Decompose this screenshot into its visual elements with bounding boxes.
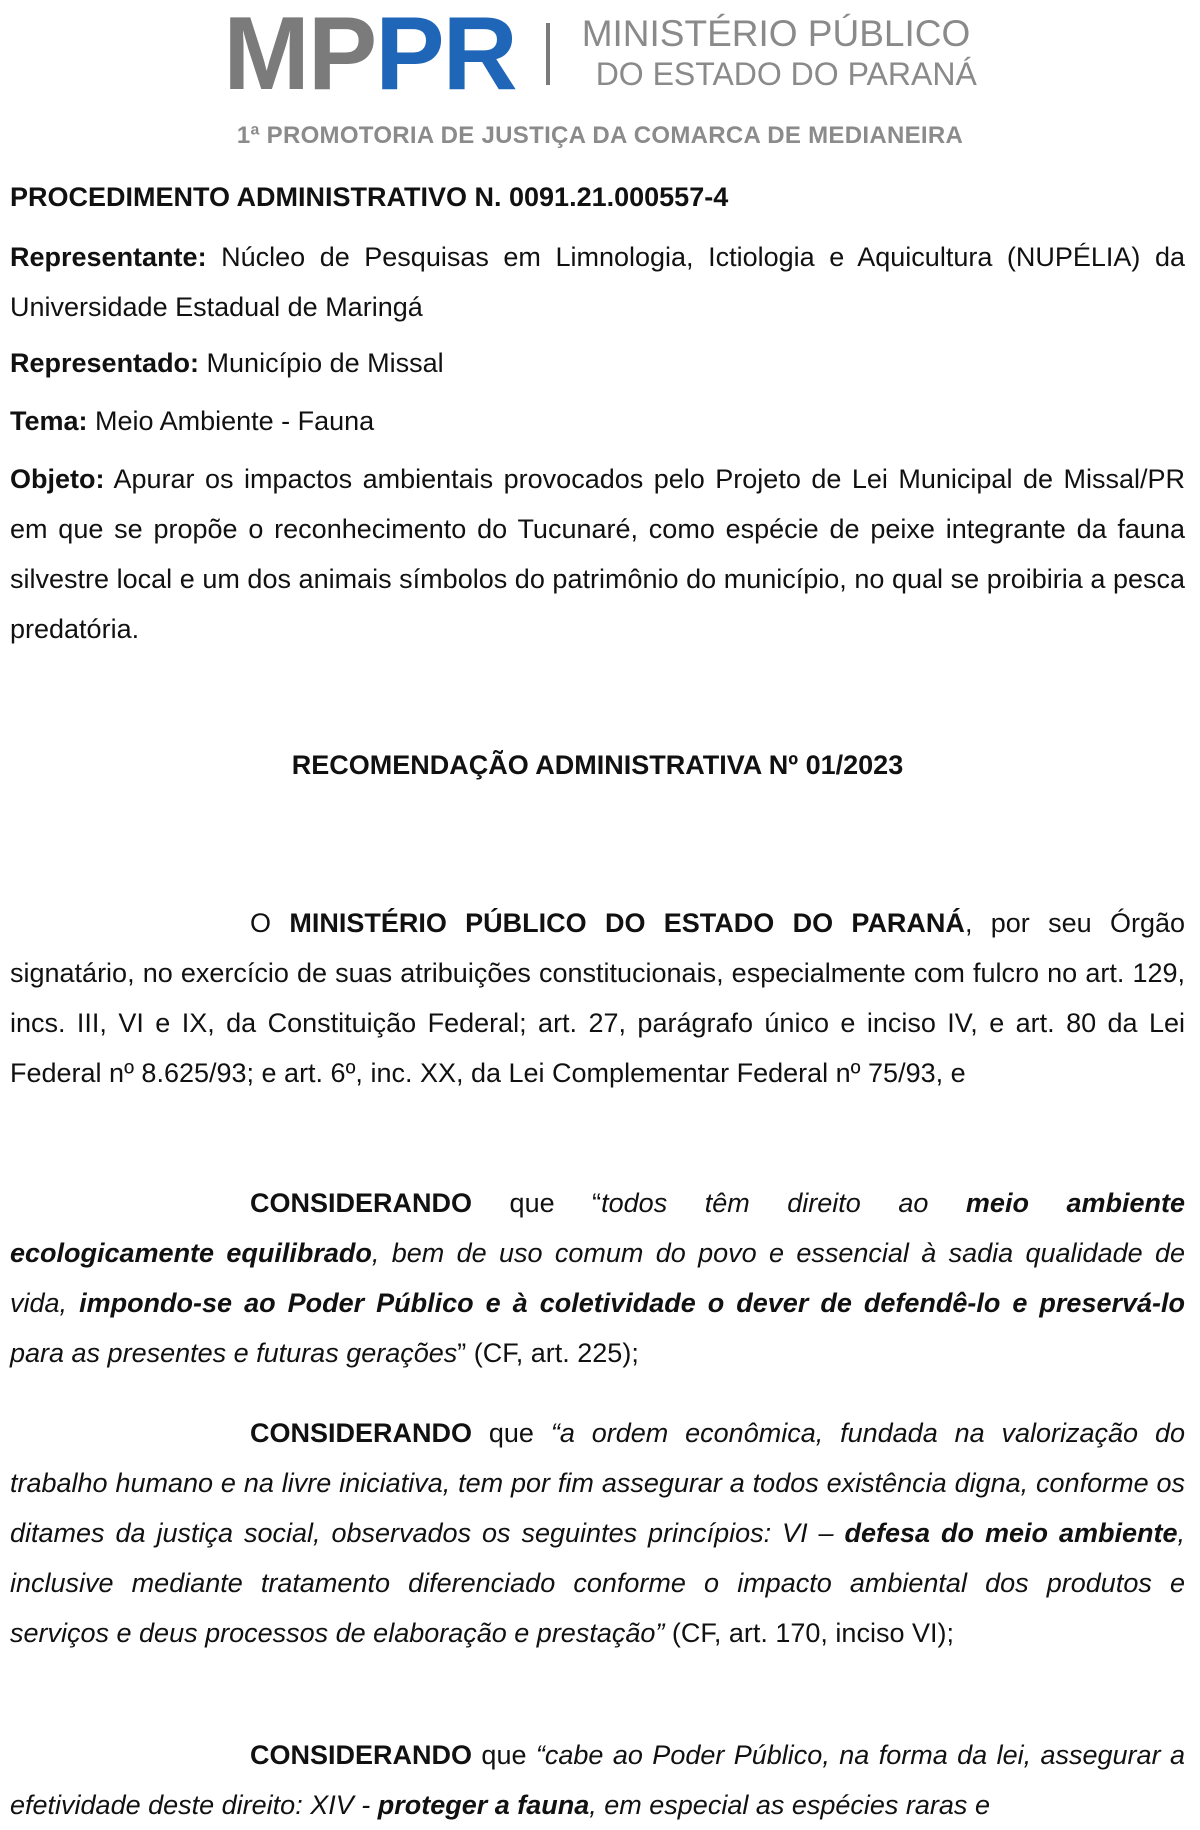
logo-divider — [546, 23, 550, 85]
representado-field — [10, 338, 1185, 388]
tema-value: Meio Ambiente - Fauna — [87, 406, 375, 436]
quote-part: , em especial as espécies raras e — [589, 1790, 990, 1820]
intro-org-name: MINISTÉRIO PÚBLICO DO ESTADO DO PARANÁ — [289, 908, 965, 938]
tema-field — [10, 396, 1185, 446]
quote-part: , inclusive mediante tratamento diferenciado conforme o impacto ambiental dos produtos e serviços e deus processos de elaboração e prestação” — [10, 1518, 1185, 1648]
considerando-que: que “ — [472, 1188, 602, 1218]
considerando-que: que — [472, 1418, 551, 1448]
objeto-value: Apurar os impactos ambientais provocados pelo Projeto de Lei Municipal de Missal/PR em que se propõe o reconhecimento do Tucunaré, como espécie de peixe integrante da fauna silvestre local e um dos animais símbolos do patrimônio do município, no qual se proibiria a pesca predatória. — [10, 464, 1185, 644]
intro-text-2: , por seu Órgão signatário, no exercício de suas atribuições constitucionais, especialmente com fulcro no art. 129, incs. III, VI e IX, da Constituição Federal; art. 27, parágrafo único e inciso IV, e art. 80 da Lei Federal nº 8.625/93; e art. 6º, inc. XX, da Lei Complementar Federal nº 75/93, e — [10, 908, 1185, 1088]
tema-label: Tema: — [10, 406, 88, 436]
logo-org-name — [582, 14, 977, 94]
citation: (CF, art. 170, inciso VI); — [664, 1618, 954, 1648]
quote-part: “a ordem econômica, fundada na valorização do trabalho humano e na livre iniciativa, tem por fim assegurar a todos existência digna, conforme os ditames da justiça social, observados os seguintes princípios: VI – — [10, 1418, 1185, 1548]
logo-pr: PR — [375, 0, 516, 112]
logo-org-line2: DO ESTADO DO PARANÁ — [595, 56, 977, 92]
logo-mp: MP — [223, 0, 376, 112]
representante-label: Representante: — [10, 242, 207, 272]
citation: ” (CF, art. 225); — [457, 1338, 639, 1368]
quote-emphasis: proteger a fauna — [377, 1790, 590, 1820]
representante-field — [10, 232, 1185, 332]
considerando-keyword: CONSIDERANDO — [250, 1740, 473, 1770]
quote-emphasis: defesa do meio ambiente — [844, 1518, 1178, 1548]
considerando-paragraph-1 — [10, 1178, 1185, 1378]
intro-paragraph — [10, 898, 1185, 1098]
recomendacao-title: RECOMENDAÇÃO ADMINISTRATIVA Nº 01/2023 — [291, 750, 904, 780]
quote-emphasis: meio ambiente ecologicamente equilibrado — [10, 1188, 1186, 1268]
intro-text-1: O — [250, 908, 290, 938]
procedimento-title — [10, 172, 1185, 222]
logo-org-line1: MINISTÉRIO PÚBLICO — [581, 13, 971, 54]
representado-label: Representado: — [10, 348, 200, 378]
considerando-que: que — [472, 1740, 536, 1770]
considerando-keyword: CONSIDERANDO — [250, 1418, 473, 1448]
mppr-logo — [0, 0, 1200, 112]
objeto-label: Objeto: — [10, 464, 105, 494]
considerando-paragraph-2 — [10, 1408, 1185, 1658]
representado-value: Município de Missal — [199, 348, 444, 378]
procedimento-number: PROCEDIMENTO ADMINISTRATIVO N. 0091.21.000557-4 — [10, 182, 729, 212]
considerando-keyword: CONSIDERANDO — [250, 1188, 473, 1218]
quote-part: todos têm direito ao — [601, 1188, 966, 1218]
quote-part: , bem de uso comum do povo e essencial à sadia qualidade de vida, — [10, 1238, 1185, 1318]
representante-value: Núcleo de Pesquisas em Limnologia, Ictiologia e Aquicultura (NUPÉLIA) da Universidade Estadual de Maringá — [10, 242, 1185, 322]
quote-part: “cabe ao Poder Público, na forma da lei, assegurar a efetividade deste direito: XIV - — [10, 1740, 1185, 1820]
promotoria-heading: 1ª PROMOTORIA DE JUSTIÇA DA COMARCA DE MEDIANEIRA — [236, 122, 964, 149]
quote-emphasis: impondo-se ao Poder Público e à coletividade o dever de defendê-lo e preservá-lo — [79, 1288, 1185, 1318]
objeto-field — [10, 454, 1185, 654]
logo-mark — [223, 0, 516, 112]
considerando-paragraph-3 — [10, 1730, 1185, 1830]
quote-part: para as presentes e futuras gerações — [10, 1338, 458, 1368]
